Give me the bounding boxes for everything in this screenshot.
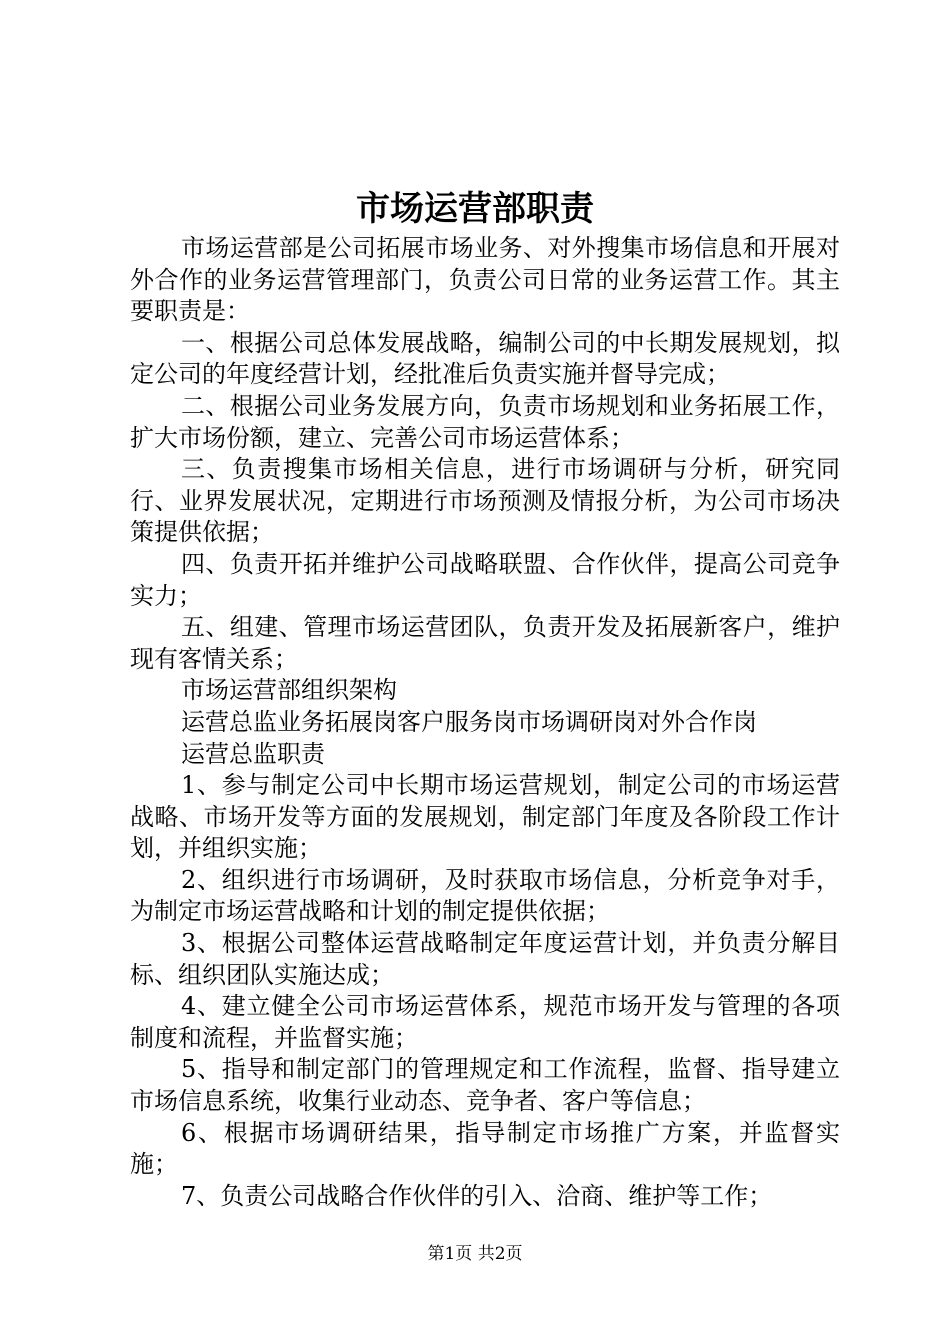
- paragraph-duty-4: 四、负责开拓并维护公司战略联盟、合作伙伴，提高公司竞争实力；: [130, 549, 840, 610]
- director-duty-1: 1、参与制定公司中长期市场运营规划，制定公司的市场运营战略、市场开发等方面的发展规划，制定部门年度及各阶段工作计划，并组织实施；: [130, 771, 840, 863]
- paragraph-duty-3: 三、负责搜集市场相关信息，进行市场调研与分析，研究同行、业界发展状况，定期进行市场预测及情报分析，为公司市场决策提供依据；: [130, 455, 840, 547]
- director-duty-2: 2、组织进行市场调研，及时获取市场信息，分析竞争对手，为制定市场运营战略和计划的制定提供依据；: [130, 865, 840, 926]
- paragraph-duty-1: 一、根据公司总体发展战略，编制公司的中长期发展规划，拟定公司的年度经营计划，经批准后负责实施并督导完成；: [130, 328, 840, 389]
- section-heading-org-structure: 市场运营部组织架构: [181, 676, 397, 705]
- paragraph-duty-5: 五、组建、管理市场运营团队，负责开发及拓展新客户，维护现有客情关系；: [130, 613, 840, 673]
- section-heading-director-duties: 运营总监职责: [181, 739, 325, 768]
- document-body: [130, 233, 840, 1212]
- director-duty-7: 7、负责公司战略合作伙伴的引入、洽商、维护等工作；: [181, 1181, 773, 1210]
- org-structure-positions: 运营总监业务拓展岗客户服务岗市场调研岗对外合作岗: [181, 707, 757, 736]
- paragraph-duty-2: 二、根据公司业务发展方向，负责市场规划和业务拓展工作，扩大市场份额，建立、完善公司市场运营体系；: [130, 391, 840, 452]
- director-duty-3: 3、根据公司整体运营战略制定年度运营计划，并负责分解目标、组织团队实施达成；: [130, 929, 840, 989]
- director-duty-4: 4、建立健全公司市场运营体系，规范市场开发与管理的各项制度和流程，并监督实施；: [130, 992, 840, 1052]
- paragraph-intro: 市场运营部是公司拓展市场业务、对外搜集市场信息和开展对外合作的业务运营管理部门，负责公司日常的业务运营工作。其主要职责是：: [130, 234, 840, 326]
- director-duty-6: 6、根据市场调研结果，指导制定市场推广方案，并监督实施；: [130, 1118, 840, 1179]
- page-title: 市场运营部职责: [356, 189, 594, 229]
- page-footer: 第1页 共2页: [427, 1244, 523, 1264]
- director-duty-5: 5、指导和制定部门的管理规定和工作流程，监督、指导建立市场信息系统，收集行业动态、竞争者、客户等信息；: [130, 1055, 840, 1116]
